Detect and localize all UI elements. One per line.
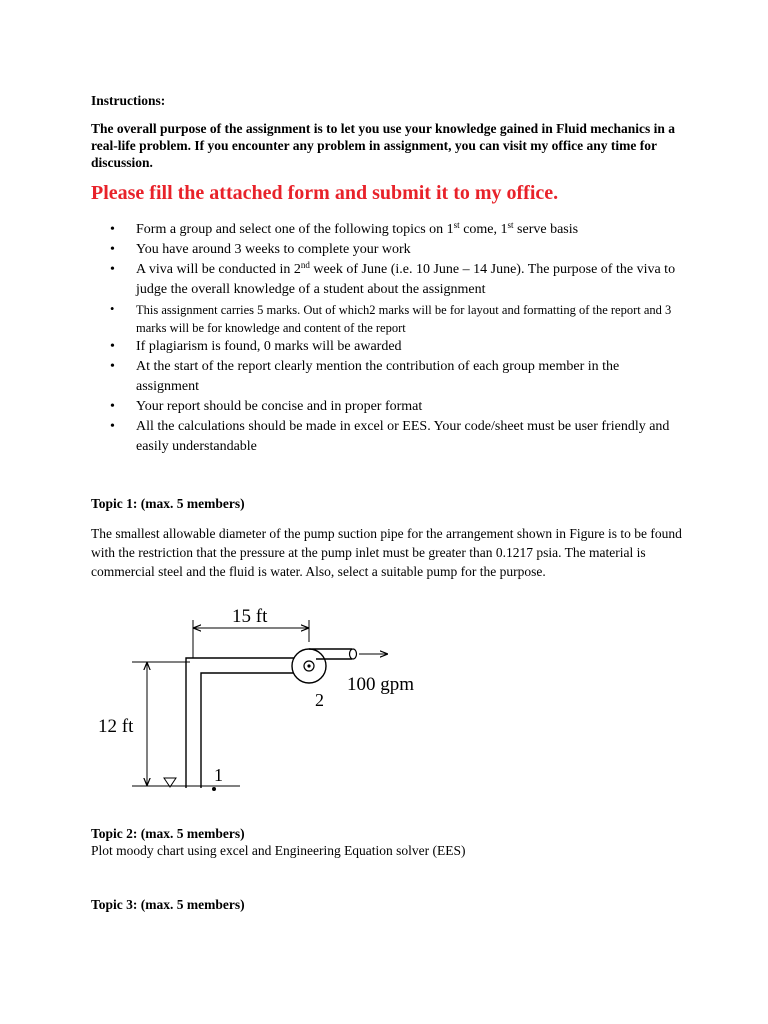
list-item: • If plagiarism is found, 0 marks will be awarded bbox=[110, 337, 685, 357]
list-item: • All the calculations should be made in excel or EES. Your code/sheet must be user friendly and easily understandable bbox=[110, 417, 685, 457]
vertical-dim-label: 12 ft bbox=[98, 716, 134, 737]
pump-suction-diagram bbox=[90, 600, 430, 800]
topic2-body: Plot moody chart using excel and Engineering Equation solver (EES) bbox=[91, 843, 466, 858]
list-item: • You have around 3 weeks to complete your work bbox=[110, 240, 685, 260]
topic3-heading: Topic 3: (max. 5 members) bbox=[91, 897, 245, 912]
topic1-body: The smallest allowable diameter of the pump suction pipe for the arrangement shown in Figure is to be found with the restriction that the pressure at the pump inlet must be greater than 0.1217 psia. The material is commercial steel and the fluid is water. Also, select a suitable pump for the purpose. bbox=[91, 526, 682, 579]
list-item: • At the start of the report clearly mention the contribution of each group member in the assignment bbox=[110, 357, 685, 397]
point-2-label: 2 bbox=[315, 690, 324, 710]
topic2-heading: Topic 2: (max. 5 members) bbox=[91, 826, 245, 841]
instructions-list bbox=[110, 220, 685, 457]
point-1-dot bbox=[212, 787, 216, 791]
pump-hub bbox=[307, 664, 310, 667]
point-1-label: 1 bbox=[214, 765, 223, 785]
suction-pipe-outer bbox=[186, 658, 295, 788]
list-item: • Your report should be concise and in proper format bbox=[110, 397, 685, 417]
list-item: • Form a group and select one of the following topics on 1st come, 1st serve basis bbox=[110, 220, 685, 240]
submit-notice: Please fill the attached form and submit it to my office. bbox=[91, 182, 559, 204]
discharge-pipe-end bbox=[350, 649, 357, 659]
flow-rate-label: 100 gpm bbox=[347, 674, 415, 695]
purpose-paragraph: The overall purpose of the assignment is to let you use your knowledge gained in Fluid mechanics in a real-life problem. If you encounter any problem in assignment, you can visit my office any time for discussion. bbox=[91, 121, 676, 170]
horizontal-dim-label: 15 ft bbox=[232, 606, 268, 627]
list-item: • A viva will be conducted in 2nd week of June (i.e. 10 June – 14 June). The purpose of the viva to judge the overall knowledge of a student about the assignment bbox=[110, 260, 685, 300]
instructions-heading: Instructions: bbox=[91, 93, 166, 108]
list-item: • This assignment carries 5 marks. Out of which2 marks will be for layout and formatting of the report and 3 marks will be for knowledge and content of the report bbox=[110, 300, 685, 337]
topic1-heading: Topic 1: (max. 5 members) bbox=[91, 496, 245, 511]
